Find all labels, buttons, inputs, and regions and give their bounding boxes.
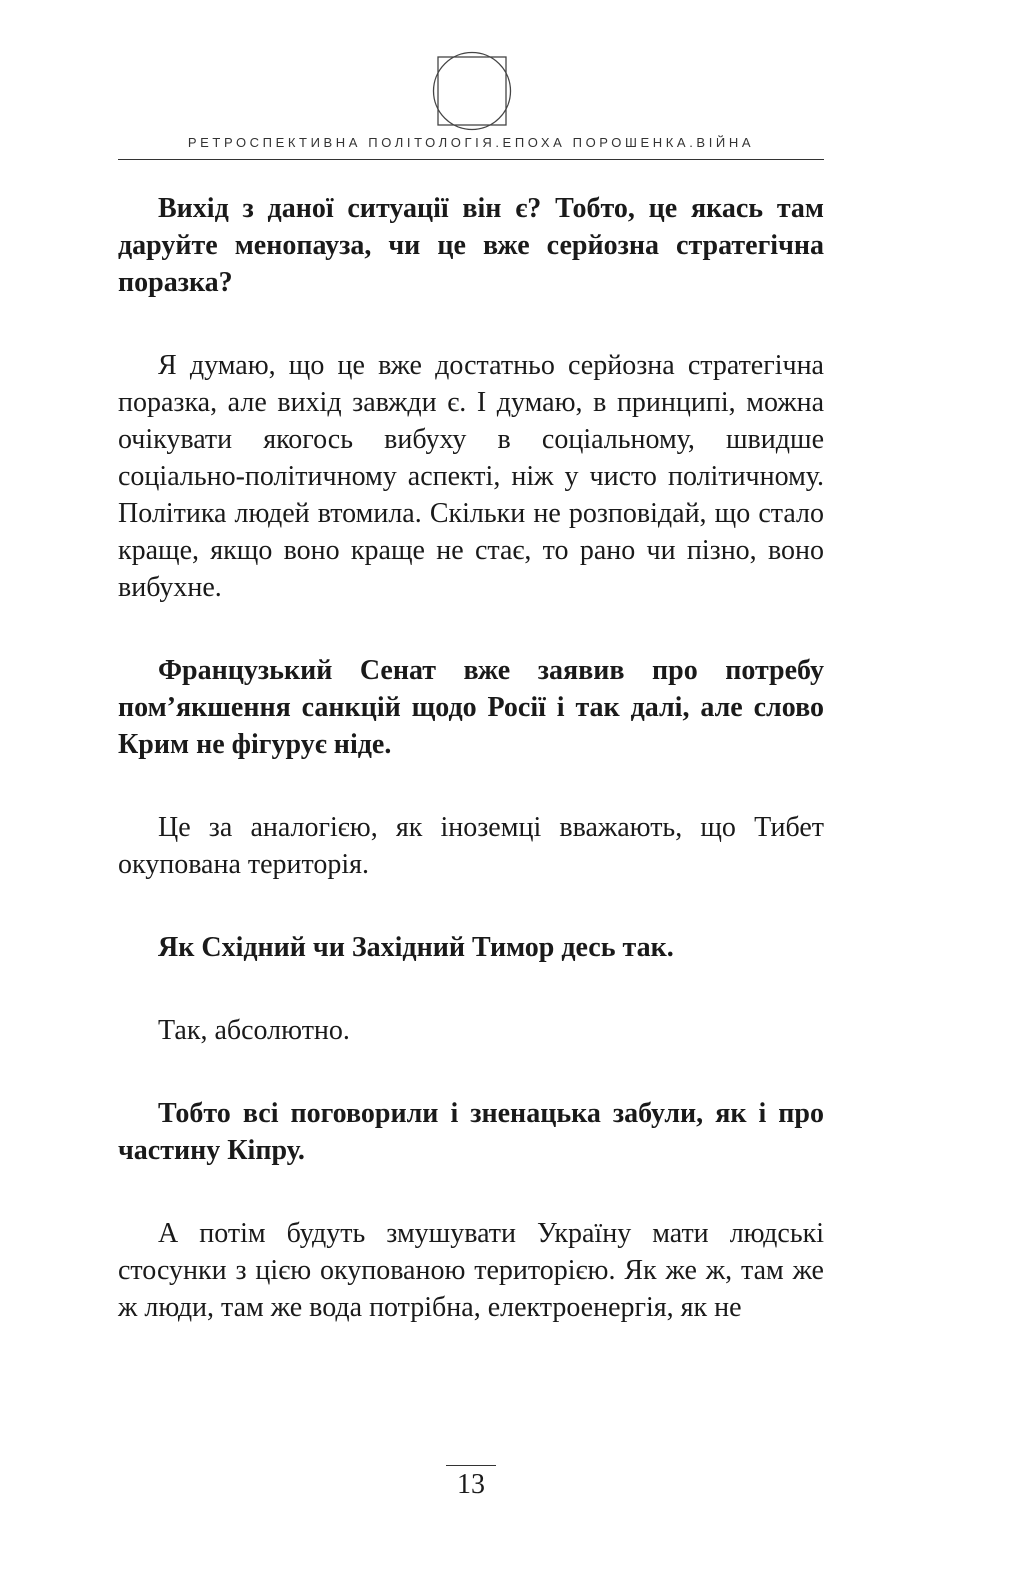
answer-paragraph: Це за аналогією, як іноземці вважають, що Тибет окупована територія. (118, 812, 824, 880)
circle-square-emblem-icon (432, 51, 512, 131)
page-number: 13 (446, 1465, 496, 1500)
answer-paragraph: Так, абсолютно. (158, 1015, 350, 1046)
question-paragraph: Вихід з даної ситуації він є? Тобто, це якась там даруйте менопауза, чи це вже серйозна стратегічна поразка? (118, 193, 824, 298)
answer-paragraph: А потім будуть змушувати Україну мати людські стосунки з цією окупованою територією. Як же ж, там же ж люди, там же вода потрібна, електроенергія, як не (118, 1218, 824, 1323)
answer-paragraph: Я думаю, що це вже достатньо серйозна стратегічна поразка, але вихід завжди є. І думаю, в принципі, можна очікувати якогось вибуху в соціальному, швидше соціально-політичному аспекті, ніж у чисто політичному. Політика людей втомила. Скільки не розповідай, що стало краще, якщо воно краще не стає, то рано чи пізно, воно вибухне. (118, 350, 824, 603)
header-divider (118, 159, 824, 160)
question-paragraph: Французький Сенат вже заявив про потребу пом’якшення санкцій щодо Росії і так далі, але слово Крим не фігурує ніде. (118, 655, 824, 760)
question-paragraph: Тобто всі поговорили і зненацька забули, як і про частину Кіпру. (118, 1098, 824, 1166)
page-body (118, 190, 824, 1326)
running-header-title: РЕТРОСПЕКТИВНА ПОЛІТОЛОГІЯ.ЕПОХА ПОРОШЕНКА.ВІЙНА (187, 135, 755, 150)
question-paragraph: Як Східний чи Західний Тимор десь так. (158, 932, 674, 963)
